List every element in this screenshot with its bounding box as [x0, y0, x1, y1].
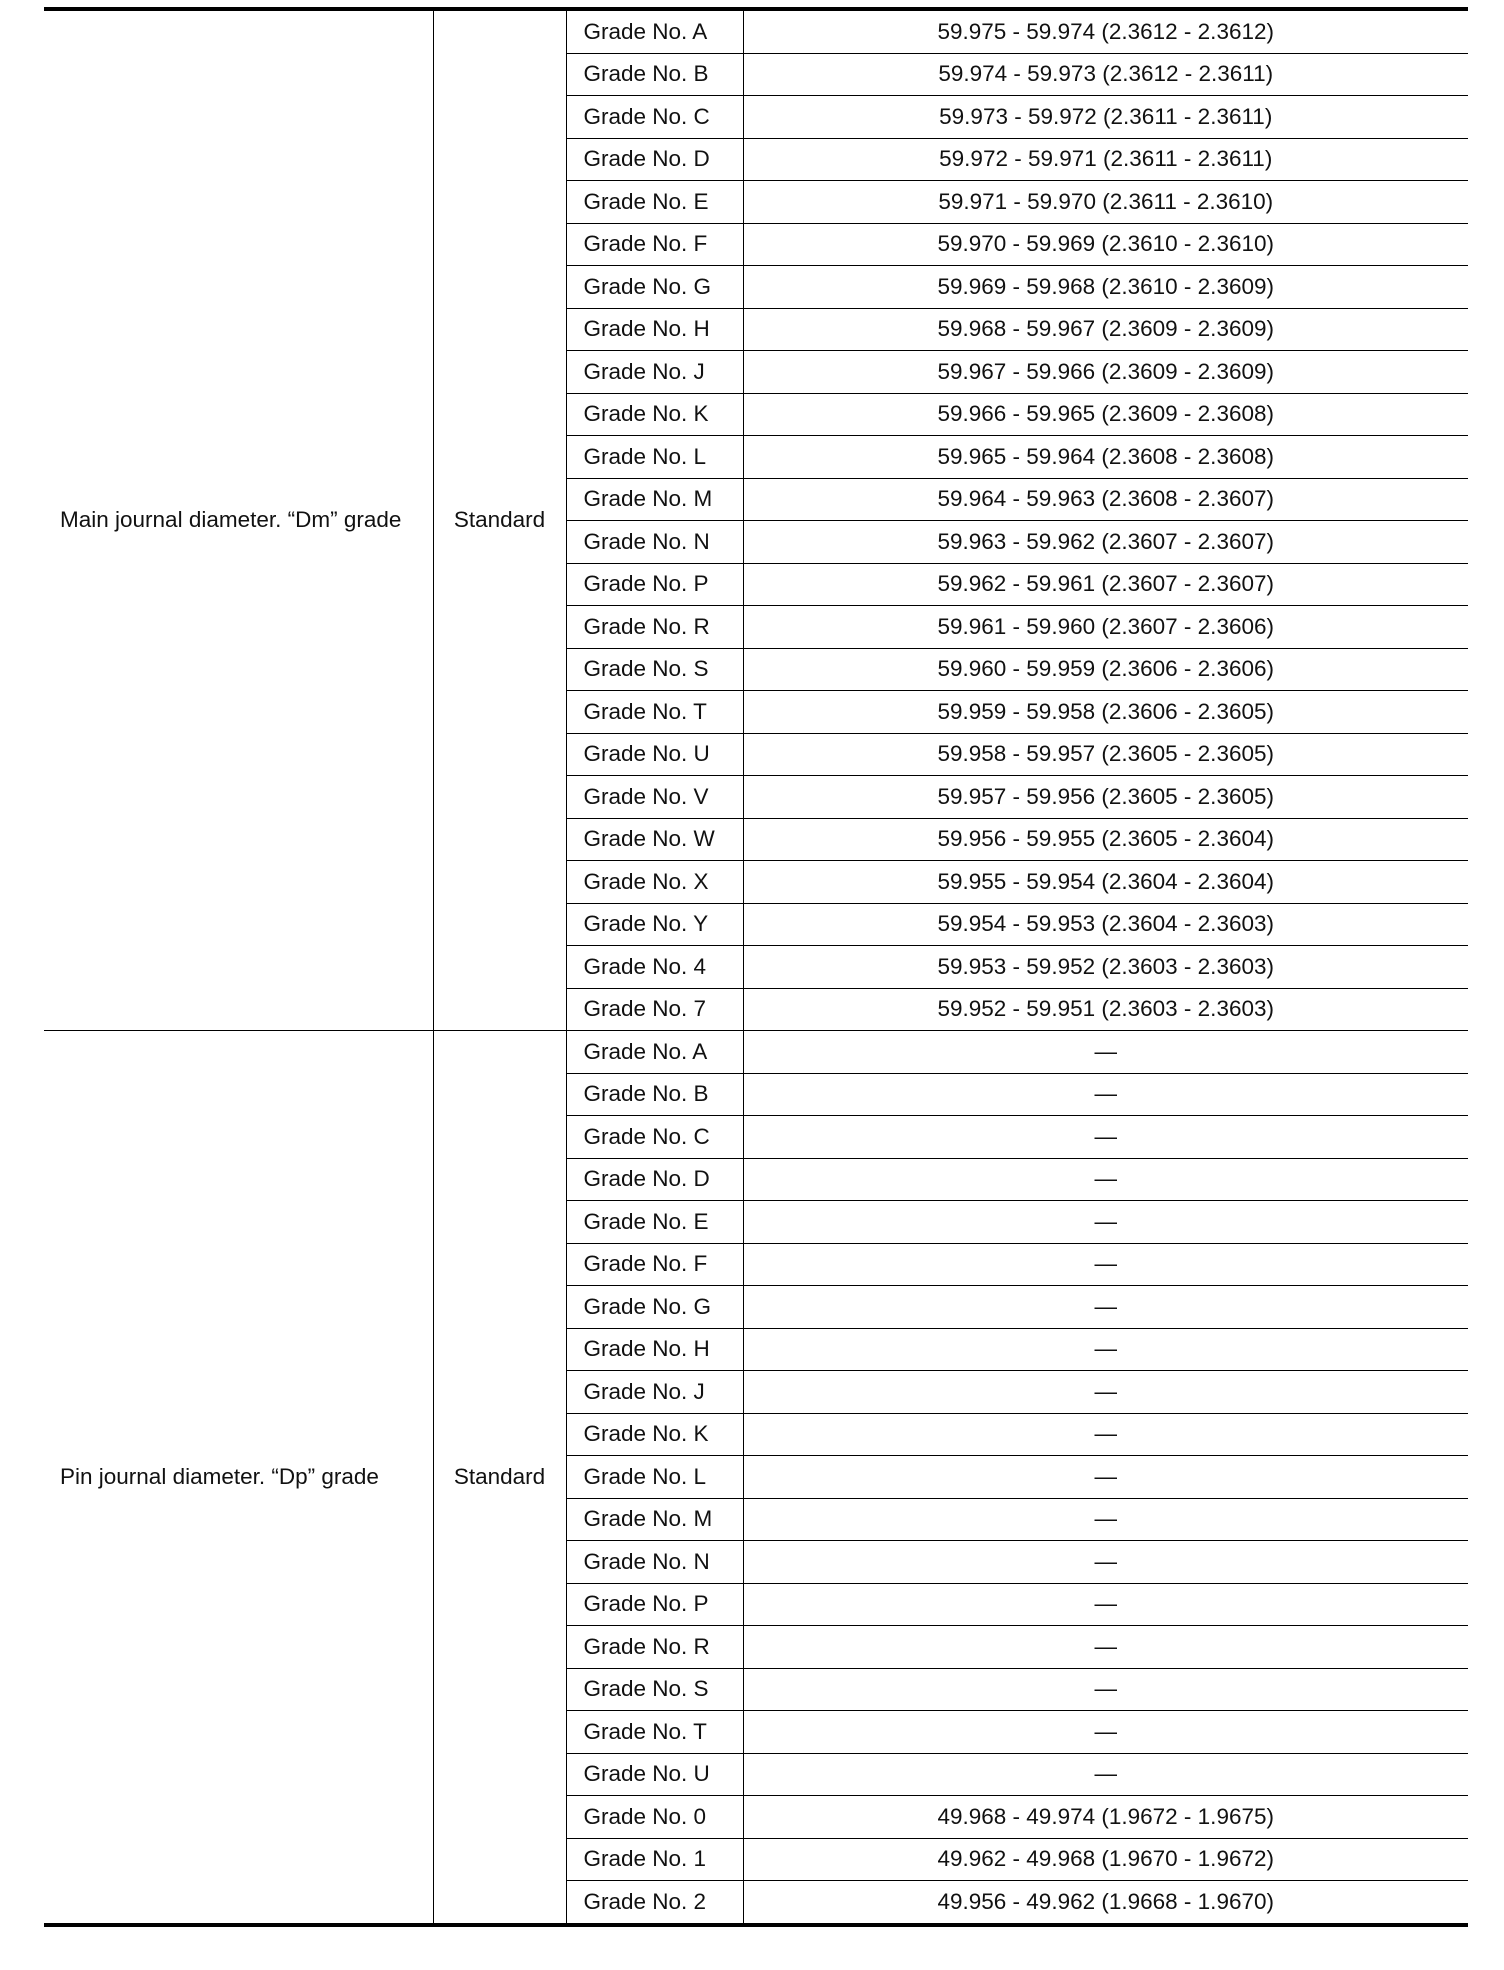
- diameter-value: 59.967 - 59.966 (2.3609 - 2.3609): [743, 351, 1468, 394]
- diameter-value: 59.975 - 59.974 (2.3612 - 2.3612): [743, 9, 1468, 53]
- diameter-value: 59.963 - 59.962 (2.3607 - 2.3607): [743, 521, 1468, 564]
- grade-label: Grade No. P: [566, 1583, 743, 1626]
- diameter-value: —: [743, 1626, 1468, 1669]
- diameter-value: 59.962 - 59.961 (2.3607 - 2.3607): [743, 563, 1468, 606]
- grade-label: Grade No. G: [566, 1286, 743, 1329]
- diameter-value: 59.952 - 59.951 (2.3603 - 2.3603): [937, 996, 1274, 1021]
- grade-label: Grade No. T: [566, 1711, 743, 1754]
- grade-label: Grade No. D: [566, 1158, 743, 1201]
- item-label: Pin journal diameter. “Dp” grade: [44, 1031, 433, 1925]
- grade-label: Grade No. G: [566, 266, 743, 309]
- grade-label: Grade No. K: [566, 393, 743, 436]
- main-journal-group: [44, 9, 1468, 1031]
- diameter-value: 59.959 - 59.958 (2.3606 - 2.3605): [743, 691, 1468, 734]
- grade-label: Grade No. 4: [566, 946, 743, 989]
- grade-label: Grade No. J: [566, 351, 743, 394]
- grade-label: Grade No. S: [566, 1668, 743, 1711]
- grade-label: Grade No. B: [566, 53, 743, 96]
- diameter-value: —: [743, 1073, 1468, 1116]
- diameter-value: 59.961 - 59.960 (2.3607 - 2.3606): [743, 606, 1468, 649]
- grade-label: Grade No. T: [566, 691, 743, 734]
- grade-label: Grade No. N: [566, 1541, 743, 1584]
- grade-label: Grade No. S: [566, 648, 743, 691]
- grade-label: Grade No. R: [566, 606, 743, 649]
- diameter-value: 59.974 - 59.973 (2.3612 - 2.3611): [743, 53, 1468, 96]
- grade-label: Grade No. A: [566, 9, 743, 53]
- grade-label: Grade No. D: [566, 138, 743, 181]
- diameter-value: 49.968 - 49.974 (1.9672 - 1.9675): [743, 1796, 1468, 1839]
- diameter-value: —: [743, 1201, 1468, 1244]
- condition-label: Standard: [433, 9, 566, 1031]
- grade-label: Grade No. Y: [566, 903, 743, 946]
- diameter-value: 59.956 - 59.955 (2.3605 - 2.3604): [743, 818, 1468, 861]
- diameter-value: 59.964 - 59.963 (2.3608 - 2.3607): [743, 478, 1468, 521]
- grade-label: Grade No. H: [566, 308, 743, 351]
- condition-label: Standard: [433, 1031, 566, 1925]
- grade-label: Grade No. H: [566, 1328, 743, 1371]
- grade-label: Grade No. M: [566, 1498, 743, 1541]
- diameter-value: —: [743, 1711, 1468, 1754]
- diameter-value: 59.958 - 59.957 (2.3605 - 2.3605): [743, 733, 1468, 776]
- grade-label: Grade No. M: [566, 478, 743, 521]
- grade-label: Grade No. K: [566, 1413, 743, 1456]
- grade-label: Grade No. F: [566, 1243, 743, 1286]
- diameter-value: —: [743, 1456, 1468, 1499]
- diameter-value: 59.966 - 59.965 (2.3609 - 2.3608): [743, 393, 1468, 436]
- grade-label: Grade No. E: [566, 181, 743, 224]
- diameter-value: —: [743, 1583, 1468, 1626]
- grade-label: Grade No. C: [566, 96, 743, 139]
- grade-label: Grade No. L: [566, 1456, 743, 1499]
- diameter-value: —: [743, 1541, 1468, 1584]
- diameter-value: 59.973 - 59.972 (2.3611 - 2.3611): [743, 96, 1468, 139]
- diameter-value: 59.960 - 59.959 (2.3606 - 2.3606): [743, 648, 1468, 691]
- grade-label: Grade No. J: [566, 1371, 743, 1414]
- grade-label: Grade No. U: [566, 1753, 743, 1796]
- grade-label: Grade No. F: [566, 223, 743, 266]
- grade-label: Grade No. 2: [566, 1881, 743, 1925]
- pin-journal-group: [44, 1031, 1468, 1925]
- grade-label: Grade No. X: [566, 861, 743, 904]
- grade-label: Grade No. U: [566, 733, 743, 776]
- grade-label: Grade No. P: [566, 563, 743, 606]
- diameter-value: —: [743, 1668, 1468, 1711]
- diameter-value: 59.968 - 59.967 (2.3609 - 2.3609): [743, 308, 1468, 351]
- journal-diameter-grade-table: [44, 7, 1468, 1927]
- diameter-value: —: [743, 1753, 1468, 1796]
- diameter-value: 59.972 - 59.971 (2.3611 - 2.3611): [743, 138, 1468, 181]
- diameter-value: 59.957 - 59.956 (2.3605 - 2.3605): [743, 776, 1468, 819]
- diameter-value: 59.965 - 59.964 (2.3608 - 2.3608): [743, 436, 1468, 479]
- table-row: [44, 1031, 1468, 1074]
- diameter-value: 49.962 - 49.968 (1.9670 - 1.9672): [743, 1838, 1468, 1881]
- grade-label: Grade No. R: [566, 1626, 743, 1669]
- diameter-value: 59.969 - 59.968 (2.3610 - 2.3609): [743, 266, 1468, 309]
- grade-label: Grade No. A: [566, 1031, 743, 1074]
- diameter-value: —: [743, 1031, 1468, 1074]
- diameter-value: 59.970 - 59.969 (2.3610 - 2.3610): [743, 223, 1468, 266]
- grade-label: Grade No. N: [566, 521, 743, 564]
- grade-label: Grade No. L: [566, 436, 743, 479]
- diameter-value: —: [743, 1328, 1468, 1371]
- diameter-value: 49.956 - 49.962 (1.9668 - 1.9670): [937, 1888, 1274, 1914]
- diameter-value: —: [743, 1158, 1468, 1201]
- grade-label: Grade No. 7: [566, 988, 743, 1031]
- grade-label: Grade No. C: [566, 1116, 743, 1159]
- grade-label: Grade No. V: [566, 776, 743, 819]
- grade-label: Grade No. 1: [566, 1838, 743, 1881]
- diameter-value: —: [743, 1371, 1468, 1414]
- diameter-value: 59.955 - 59.954 (2.3604 - 2.3604): [743, 861, 1468, 904]
- diameter-value: 59.953 - 59.952 (2.3603 - 2.3603): [743, 946, 1468, 989]
- grade-label: Grade No. E: [566, 1201, 743, 1244]
- grade-label: Grade No. 0: [566, 1796, 743, 1839]
- table-row: [44, 9, 1468, 53]
- item-label: Main journal diameter. “Dm” grade: [44, 9, 433, 1031]
- diameter-value: —: [743, 1498, 1468, 1541]
- diameter-value: —: [743, 1243, 1468, 1286]
- diameter-value: —: [743, 1413, 1468, 1456]
- diameter-value: —: [743, 1286, 1468, 1329]
- grade-label: Grade No. B: [566, 1073, 743, 1116]
- diameter-value: 59.971 - 59.970 (2.3611 - 2.3610): [743, 181, 1468, 224]
- diameter-value: —: [743, 1116, 1468, 1159]
- diameter-value: 59.954 - 59.953 (2.3604 - 2.3603): [743, 903, 1468, 946]
- grade-label: Grade No. W: [566, 818, 743, 861]
